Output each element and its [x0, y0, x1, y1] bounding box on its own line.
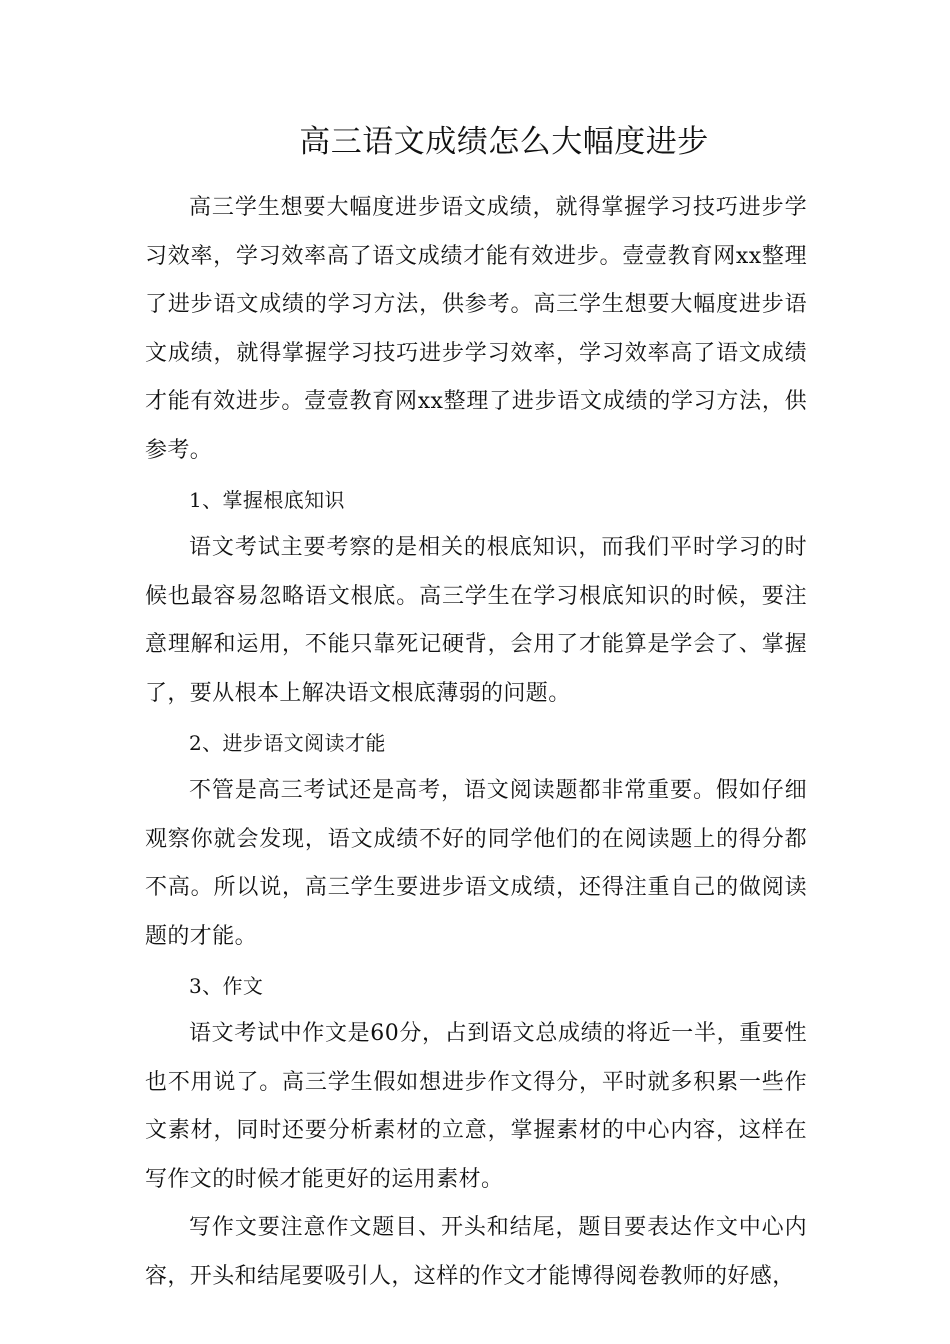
document-body: [145, 118, 807, 1302]
section-heading-2: 2、进步语文阅读才能: [189, 730, 386, 755]
section-3-paragraph-2: 写作文要注意作文题目、开头和结尾，题目要表达作文中心内容，开头和结尾要吸引人，这样的作文才能博得阅卷教师的好感，: [145, 1215, 807, 1290]
section-1-paragraph-1: 语文考试主要考察的是相关的根底知识，而我们平时学习的时候也最容易忽略语文根底。高三学生在学习根底知识的时候，要注意理解和运用，不能只靠死记硬背，会用了才能算是学会了、掌握了，要从根本上解决语文根底薄弱的问题。: [145, 535, 807, 706]
section-3-paragraph-1: 语文考试中作文是60分，占到语文总成绩的将近一半，重要性也不用说了。高三学生假如想进步作文得分，平时就多积累一些作文素材，同时还要分析素材的立意，掌握素材的中心内容，这样在写作文的时候才能更好的运用素材。: [145, 1021, 807, 1192]
intro-paragraph: 高三学生想要大幅度进步语文成绩，就得掌握学习技巧进步学习效率，学习效率高了语文成绩才能有效进步。壹壹教育网xx整理了进步语文成绩的学习方法，供参考。高三学生想要大幅度进步语文成绩，就得掌握学习技巧进步学习效率，学习效率高了语文成绩才能有效进步。壹壹教育网xx整理了进步语文成绩的学习方法，供参考。: [145, 195, 807, 463]
document-title: 高三语文成绩怎么大幅度进步: [299, 124, 709, 160]
section-2-paragraph-1: 不管是高三考试还是高考，语文阅读题都非常重要。假如仔细观察你就会发现，语文成绩不好的同学他们的在阅读题上的得分都不高。所以说，高三学生要进步语文成绩，还得注重自己的做阅读题的才能。: [145, 778, 807, 949]
section-heading-1: 1、掌握根底知识: [189, 487, 345, 512]
section-heading-3: 3、作文: [189, 973, 264, 998]
